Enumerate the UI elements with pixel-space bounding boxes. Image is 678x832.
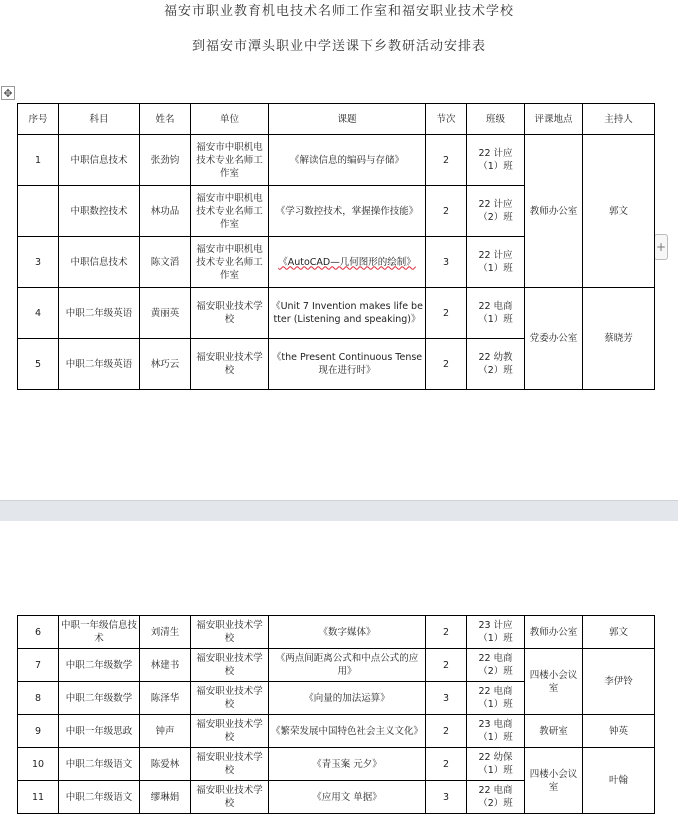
unit-cell[interactable]: 福安市中职机电技术专业名师工作室: [191, 237, 269, 288]
topic-cell[interactable]: 《the Present Continuous Tense 现在进行时》: [269, 339, 426, 390]
subject-cell[interactable]: 中职二年级数学: [59, 649, 140, 682]
topic-cell[interactable]: 《向量的加法运算》: [269, 682, 426, 715]
row-number[interactable]: 8: [18, 682, 59, 715]
topic-cell[interactable]: 《繁荣发展中国特色社会主义文化》: [269, 715, 426, 748]
row-number[interactable]: 3: [18, 237, 59, 288]
class-cell[interactable]: 23 电商（1）班: [467, 715, 525, 748]
teacher-name-cell[interactable]: 陈文滔: [140, 237, 191, 288]
periods-cell[interactable]: 2: [426, 339, 467, 390]
unit-cell[interactable]: 福安职业技术学校: [191, 682, 269, 715]
header-cell: 科目: [59, 104, 140, 135]
header-cell: 主持人: [583, 104, 655, 135]
row-number[interactable]: 4: [18, 288, 59, 339]
subject-cell[interactable]: 中职二年级英语: [59, 288, 140, 339]
topic-cell[interactable]: 《AutoCAD—几何图形的绘制》: [269, 237, 426, 288]
table-move-handle-icon[interactable]: ✥: [1, 86, 15, 100]
unit-cell[interactable]: 福安职业技术学校: [191, 288, 269, 339]
table-row: [18, 748, 655, 781]
periods-cell[interactable]: 2: [426, 748, 467, 781]
unit-cell[interactable]: 福安职业技术学校: [191, 616, 269, 649]
table-row: [18, 135, 655, 186]
subject-cell[interactable]: 中职二年级数学: [59, 682, 140, 715]
unit-cell[interactable]: 福安职业技术学校: [191, 748, 269, 781]
page-break-gap: [0, 500, 678, 522]
host-cell[interactable]: 郭文: [583, 135, 655, 288]
host-cell[interactable]: 郭文: [583, 616, 655, 649]
unit-cell[interactable]: 福安市中职机电技术专业名师工作室: [191, 186, 269, 237]
subject-cell[interactable]: 中职信息技术: [59, 135, 140, 186]
periods-cell[interactable]: 3: [426, 237, 467, 288]
teacher-name-cell[interactable]: 缪琳娟: [140, 781, 191, 814]
class-cell[interactable]: 23 计应（1）班: [467, 616, 525, 649]
schedule-table-part-1: [17, 103, 655, 390]
unit-cell[interactable]: 福安职业技术学校: [191, 339, 269, 390]
table-row: [18, 715, 655, 748]
header-cell: 评课地点: [525, 104, 583, 135]
periods-cell[interactable]: 2: [426, 616, 467, 649]
periods-cell[interactable]: 2: [426, 649, 467, 682]
location-cell[interactable]: 教师办公室: [525, 135, 583, 288]
subject-cell[interactable]: 中职一年级思政: [59, 715, 140, 748]
periods-cell[interactable]: 3: [426, 682, 467, 715]
header-cell: 节次: [426, 104, 467, 135]
unit-cell[interactable]: 福安职业技术学校: [191, 715, 269, 748]
row-number[interactable]: 1: [18, 135, 59, 186]
location-cell[interactable]: 四楼小会议室: [525, 748, 583, 814]
topic-cell[interactable]: 《应用文 单据》: [269, 781, 426, 814]
unit-cell[interactable]: 福安职业技术学校: [191, 649, 269, 682]
host-cell[interactable]: 蔡晓芳: [583, 288, 655, 390]
topic-cell[interactable]: 《Unit 7 Invention makes life better (Listening and speaking)》: [269, 288, 426, 339]
teacher-name-cell[interactable]: 刘清生: [140, 616, 191, 649]
row-number[interactable]: 10: [18, 748, 59, 781]
host-cell[interactable]: 钟英: [583, 715, 655, 748]
location-cell[interactable]: 教研室: [525, 715, 583, 748]
topic-cell[interactable]: 《青玉案 元夕》: [269, 748, 426, 781]
periods-cell[interactable]: 2: [426, 715, 467, 748]
unit-cell[interactable]: 福安市中职机电技术专业名师工作室: [191, 135, 269, 186]
periods-cell[interactable]: 3: [426, 781, 467, 814]
class-cell[interactable]: 22 电商（1）班: [467, 288, 525, 339]
teacher-name-cell[interactable]: 林巧云: [140, 339, 191, 390]
subject-cell[interactable]: 中职二年级语文: [59, 748, 140, 781]
schedule-table-part-2: [17, 615, 655, 814]
topic-cell[interactable]: 《两点间距离公式和中点公式的应用》: [269, 649, 426, 682]
class-cell[interactable]: 22 幼保（1）班: [467, 748, 525, 781]
location-cell[interactable]: 教师办公室: [525, 616, 583, 649]
teacher-name-cell[interactable]: 林功品: [140, 186, 191, 237]
teacher-name-cell[interactable]: 黄丽英: [140, 288, 191, 339]
teacher-name-cell[interactable]: 张劲钧: [140, 135, 191, 186]
teacher-name-cell[interactable]: 钟声: [140, 715, 191, 748]
subject-cell[interactable]: 中职信息技术: [59, 237, 140, 288]
class-cell[interactable]: 22 计应（1）班: [467, 237, 525, 288]
class-cell[interactable]: 22 计应（1）班: [467, 135, 525, 186]
subject-cell[interactable]: 中职数控技术: [59, 186, 140, 237]
host-cell[interactable]: 叶翰: [583, 748, 655, 814]
topic-cell[interactable]: 《解读信息的编码与存储》: [269, 135, 426, 186]
document-title-line-2: 到福安市潭头职业中学送课下乡教研活动安排表: [191, 39, 486, 54]
document-title-line-1: 福安市职业教育机电技术名师工作室和福安职业技术学校: [163, 4, 514, 19]
add-row-plus-icon[interactable]: +: [654, 234, 668, 260]
row-number[interactable]: 7: [18, 649, 59, 682]
table-row: [18, 616, 655, 649]
teacher-name-cell[interactable]: 陈爱林: [140, 748, 191, 781]
header-cell: 课题: [269, 104, 426, 135]
teacher-name-cell[interactable]: 林建书: [140, 649, 191, 682]
host-cell[interactable]: 李伊铃: [583, 649, 655, 715]
periods-cell[interactable]: 2: [426, 288, 467, 339]
subject-cell[interactable]: 中职一年级信息技术: [59, 616, 140, 649]
document-page-2: [0, 521, 678, 832]
class-cell[interactable]: 22 电商（2）班: [467, 649, 525, 682]
table-header-row: [18, 104, 655, 135]
periods-cell[interactable]: 2: [426, 135, 467, 186]
row-number[interactable]: 5: [18, 339, 59, 390]
header-cell: 序号: [18, 104, 59, 135]
topic-cell[interactable]: 《学习数控技术，掌握操作技能》: [269, 186, 426, 237]
subject-cell[interactable]: 中职二年级语文: [59, 781, 140, 814]
header-cell: 单位: [191, 104, 269, 135]
unit-cell[interactable]: 福安职业技术学校: [191, 781, 269, 814]
row-number[interactable]: 9: [18, 715, 59, 748]
subject-cell[interactable]: 中职二年级英语: [59, 339, 140, 390]
class-cell[interactable]: 22 电商（1）班: [467, 682, 525, 715]
row-number[interactable]: 6: [18, 616, 59, 649]
table-row: [18, 288, 655, 339]
class-cell[interactable]: 22 电商（2）班: [467, 781, 525, 814]
periods-cell[interactable]: 2: [426, 186, 467, 237]
table-row: [18, 649, 655, 682]
topic-cell[interactable]: 《数字媒体》: [269, 616, 426, 649]
header-cell: 班级: [467, 104, 525, 135]
row-number[interactable]: [18, 186, 59, 237]
class-cell[interactable]: 22 计应（2）班: [467, 186, 525, 237]
class-cell[interactable]: 22 幼教（2）班: [467, 339, 525, 390]
teacher-name-cell[interactable]: 陈泽华: [140, 682, 191, 715]
header-cell: 姓名: [140, 104, 191, 135]
location-cell[interactable]: 四楼小会议室: [525, 649, 583, 715]
row-number[interactable]: 11: [18, 781, 59, 814]
location-cell[interactable]: 党委办公室: [525, 288, 583, 390]
